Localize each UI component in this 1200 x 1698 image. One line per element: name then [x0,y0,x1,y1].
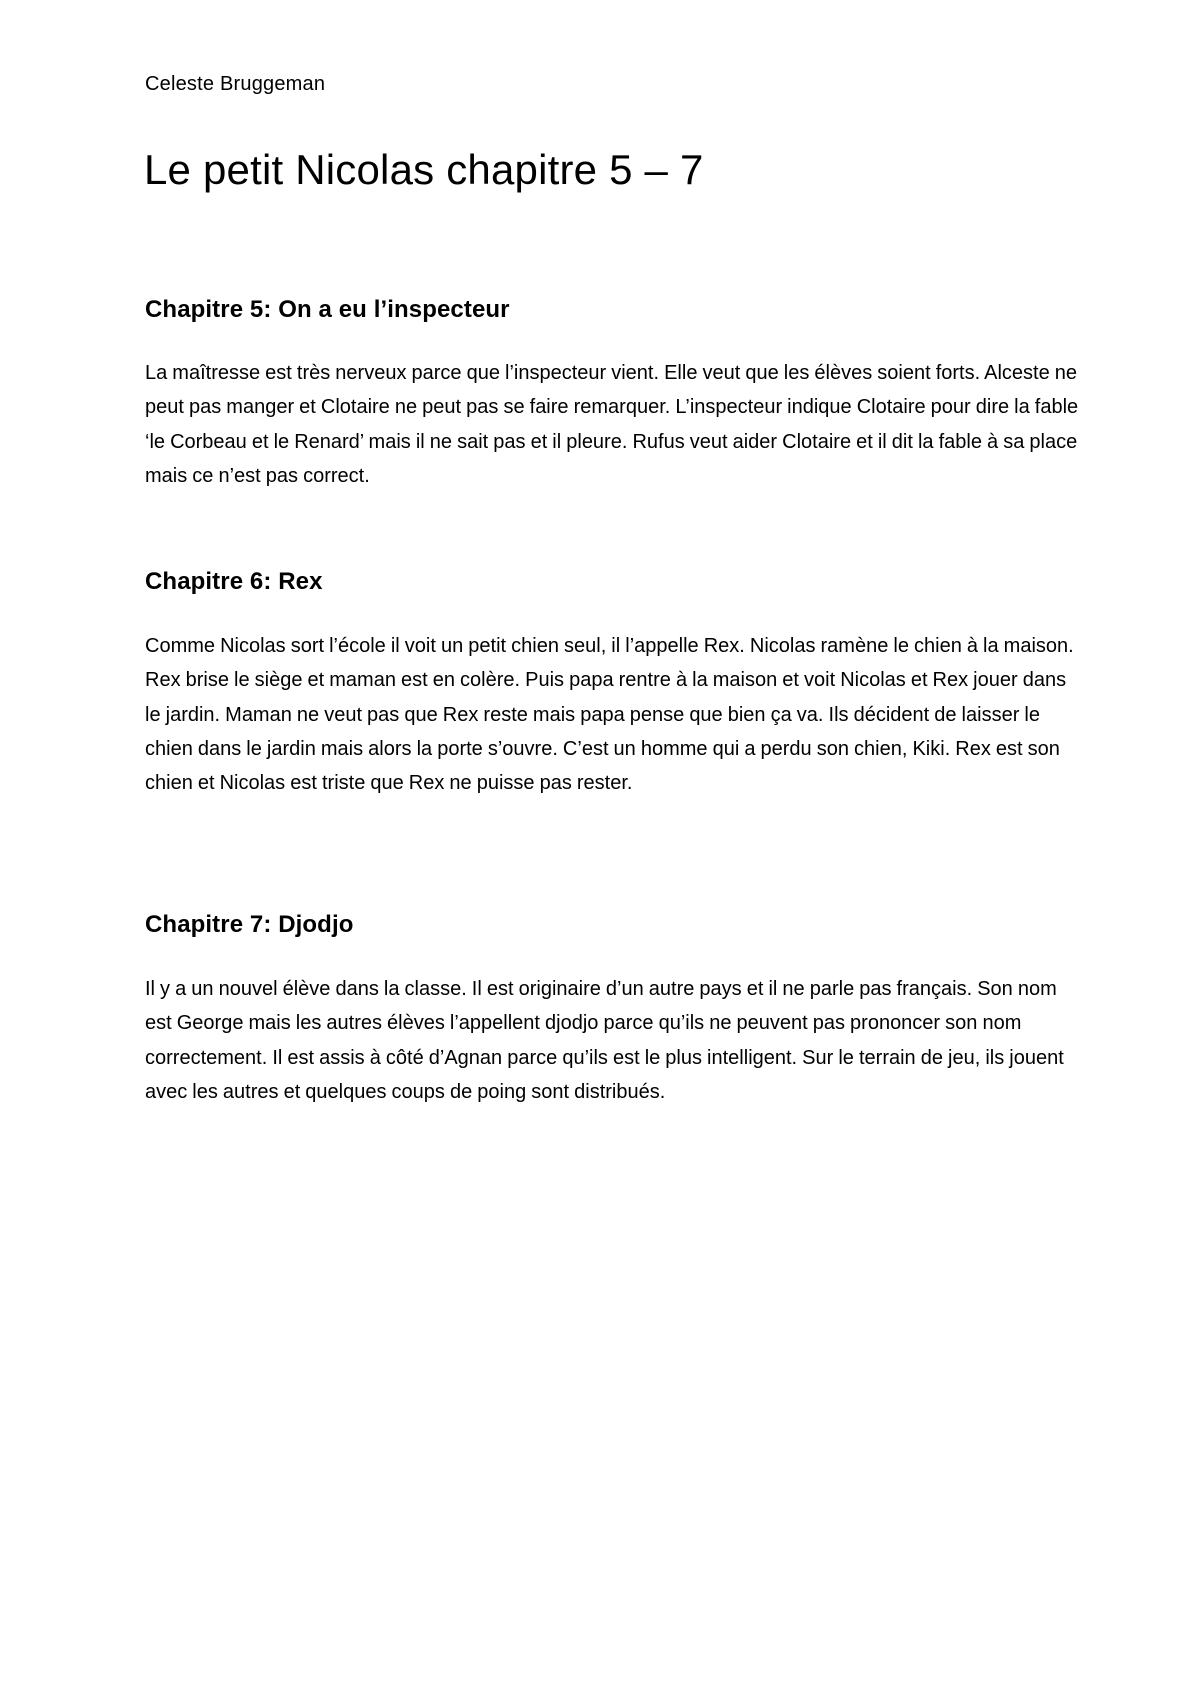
author-name: Celeste Bruggeman [145,73,326,95]
chapter-7-heading: Chapitre 7: Djodjo [145,911,354,938]
document-title: Le petit Nicolas chapitre 5 – 7 [144,146,704,193]
chapter-5-body: La maîtresse est très nerveux parce que l’inspecteur vient. Elle veut que les élèves soient forts. Alceste ne peut pas manger et Clotaire ne peut pas se faire remarquer. L’inspecteur indique Clotaire pour dire la fable ‘le Corbeau et le Renard’ mais il ne sait pas et il pleure. Rufus veut aider Clotaire et il dit la fable à sa place mais ce n’est pas correct. [145,362,1079,487]
chapter-5-heading: Chapitre 5: On a eu l’inspecteur [145,296,510,323]
chapter-6-heading: Chapitre 6: Rex [145,568,323,595]
chapter-7-body: Il y a un nouvel élève dans la classe. Il est originaire d’un autre pays et il ne parle pas français. Son nom est George mais les autres élèves l’appellent djodjo parce qu’ils ne peuvent pas prononcer son nom correctement. Il est assis à côté d’Agnan parce qu’ils est le plus intelligent. Sur le terrain de jeu, ils jouent avec les autres et quelques coups de poing sont distribués. [145,978,1064,1103]
chapter-6-body: Comme Nicolas sort l’école il voit un petit chien seul, il l’appelle Rex. Nicolas ramène le chien à la maison. Rex brise le siège et maman est en colère. Puis papa rentre à la maison et voit Nicolas et Rex jouer dans le jardin. Maman ne veut pas que Rex reste mais papa pense que bien ça va. Ils décident de laisser le chien dans le jardin mais alors la porte s’ouvre. C’est un homme qui a perdu son chien, Kiki. Rex est son chien et Nicolas est triste que Rex ne puisse pas rester. [145,635,1074,795]
